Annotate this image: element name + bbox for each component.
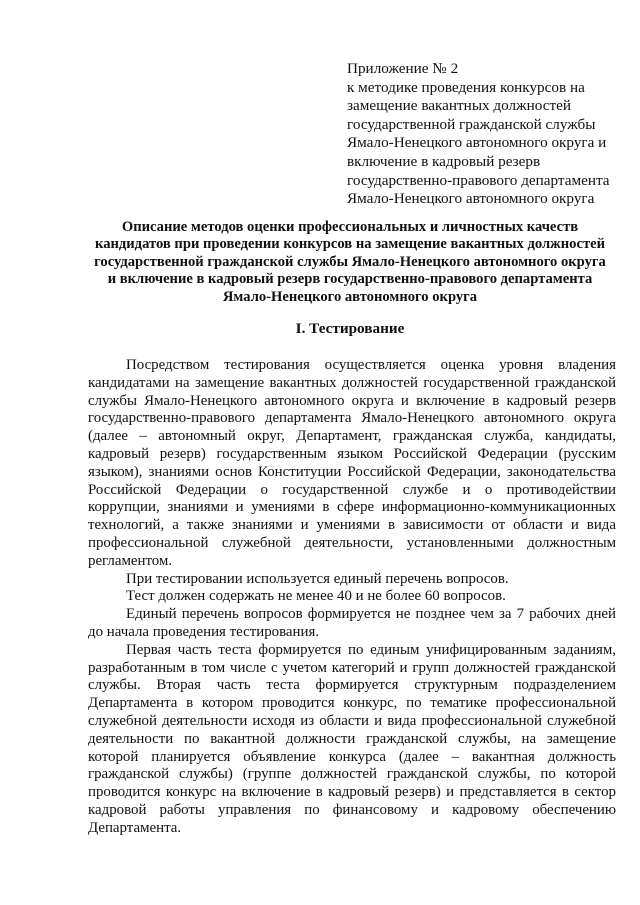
paragraph-test-parts: Первая часть теста формируется по единым унифицированным заданиям, разработанным в том числе с учетом категорий и групп должностей гражданской службы. Вторая часть теста формируется структурным подразделением Департамента в котором проводится конкурс, по тематике профессиональной служебной деятельности исходя из области и вида профессиональной служебной деятельности по вакантной должности гражданской службы, на замещение которой планируется объявление конкурса (далее – вакантная должность гражданской службы) (группе должностей гражданской службы, по которой проводится конкурс на включение в кадровый резерв) и представляется в сектор кадровой работы управления по финансовому и кадровому обеспечению Департамента. (88, 641, 616, 836)
body-text (88, 357, 616, 838)
title-line: государственной гражданской службы Ямало-Ненецкого автономного округа (94, 253, 606, 270)
paragraph-testing-purpose: Посредством тестирования осуществляется оценка уровня владения кандидатами на замещение вакантных должностей государственной гражданской службы Ямало-Ненецкого автономного округа и включение в кадровый резерв государственно-правового департамента Ямало-Ненецкого автономного округа (далее – автономный округ, Департамент, гражданская служба, кандидаты, кадровый резерв) государственным языком Российской Федерации (русским языком), знаниями основ Конституции Российской Федерации, законодательства Российской Федерации о государственной службе и о противодействии коррупции, знаниями и умениями в сфере информационно-коммуникационных технологий, а также знаниями и умениями в зависимости от области и вида профессиональной служебной деятельности, установленными должностным регламентом. (88, 357, 616, 569)
annex-line: Ямало-Ненецкого автономного округа и (347, 134, 607, 152)
annex-header (347, 60, 617, 209)
paragraph-single-list: При тестировании используется единый перечень вопросов. (126, 570, 509, 587)
paragraph-list-deadline: Единый перечень вопросов формируется не позднее чем за 7 рабочих дней до начала проведения тестирования. (88, 606, 616, 640)
annex-line: Ямало-Ненецкого автономного округа (347, 190, 595, 208)
annex-line: включение в кадровый резерв (347, 152, 541, 170)
annex-line: замещение вакантных должностей (347, 97, 571, 115)
title-line: кандидатов при проведении конкурсов на замещение вакантных должностей (95, 236, 605, 253)
paragraph-question-count: Тест должен содержать не менее 40 и не более 60 вопросов. (126, 588, 506, 605)
section-heading: I. Тестирование (295, 320, 405, 337)
title-line: Ямало-Ненецкого автономного округа (222, 288, 478, 305)
annex-line: государственной гражданской службы (347, 115, 596, 133)
annex-line: Приложение № 2 (347, 60, 459, 77)
title-line: и включение в кадровый резерв государственно-правового департамента (107, 271, 593, 288)
annex-line: государственно-правового департамента (347, 171, 610, 189)
title-line: Описание методов оценки профессиональных и личностных качеств (121, 219, 579, 235)
document-title (80, 219, 620, 306)
annex-line: к методике проведения конкурсов на (347, 78, 585, 96)
